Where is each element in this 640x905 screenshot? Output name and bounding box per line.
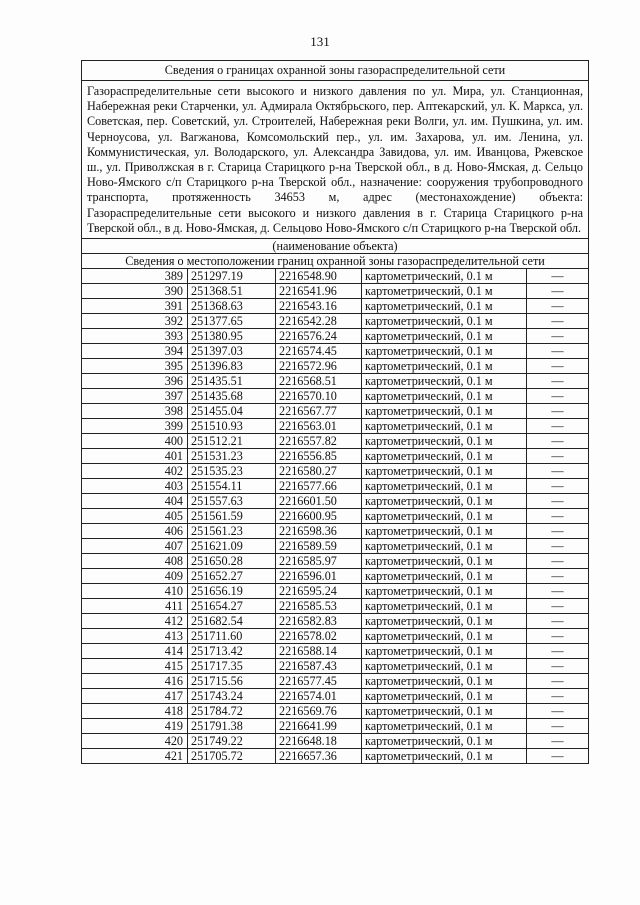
coord-x: 251561.59 [188,509,276,524]
coord-y: 2216572.96 [276,359,362,374]
coord-y: 2216541.96 [276,284,362,299]
coord-x: 251561.23 [188,524,276,539]
method-accuracy: картометрический, 0.1 м [362,689,527,704]
table-row [82,449,589,464]
description-cell: — [527,689,589,704]
table-row [82,299,589,314]
method-accuracy: картометрический, 0.1 м [362,434,527,449]
method-accuracy: картометрический, 0.1 м [362,719,527,734]
method-accuracy: картометрический, 0.1 м [362,524,527,539]
method-accuracy: картометрический, 0.1 м [362,344,527,359]
coord-x: 251455.04 [188,404,276,419]
method-accuracy: картометрический, 0.1 м [362,494,527,509]
coord-y: 2216585.53 [276,599,362,614]
description-cell: — [527,314,589,329]
method-accuracy: картометрический, 0.1 м [362,629,527,644]
table-row [82,674,589,689]
description-cell: — [527,449,589,464]
table-row [82,749,589,764]
coord-y: 2216557.82 [276,434,362,449]
coord-y: 2216648.18 [276,734,362,749]
table-row [82,329,589,344]
point-number: 417 [82,689,188,704]
method-accuracy: картометрический, 0.1 м [362,614,527,629]
boundary-table [81,60,589,764]
object-description: Газораспределительные сети высокого и низкого давления по ул. Мира, ул. Станционная, Набережная реки Старченки, ул. Адмирала Октябрьского, пер. Аптекарский, ул. К. Маркса, ул. Советская, пер. Советский, ул. Строителей, Набережная реки Волги, ул. им. Пушкина, ул. им. Черноусова, ул. Вагжанова, Комсомольский пер., ул. им. Захарова, ул. им. Ленина, ул. Коммунистическая, ул. Володарского, ул. Александра Завидова, ул. им. Иванцова, Ржевское ш., ул. Приволжская в г. Старица Старицкого р-на Тверской обл., в д. Ново-Ямская, д. Сельцо Ново-Ямского с/п Старицкого р-на Тверской обл., назначение: сооружения трубопроводного транспорта, протяженность 34653 м, адрес (местонахождение) объекта: Газораспределительные сети высокого и низкого давления в г. Старица Старицкого р-на Тверской обл., в д. Ново-Ямская, д. Сельцово Ново-Ямского с/п Старицкого р-на Тверской обл. [82,81,589,239]
method-accuracy: картометрический, 0.1 м [362,674,527,689]
description-cell: — [527,359,589,374]
method-accuracy: картометрический, 0.1 м [362,449,527,464]
coord-y: 2216574.45 [276,344,362,359]
table-row [82,659,589,674]
point-number: 412 [82,614,188,629]
method-accuracy: картометрический, 0.1 м [362,569,527,584]
description-cell: — [527,659,589,674]
coord-y: 2216657.36 [276,749,362,764]
coord-x: 251510.93 [188,419,276,434]
point-number: 415 [82,659,188,674]
table-row [82,419,589,434]
description-cell: — [527,614,589,629]
coord-x: 251656.19 [188,584,276,599]
coord-x: 251531.23 [188,449,276,464]
table-row [82,614,589,629]
description-cell: — [527,419,589,434]
table-row [82,494,589,509]
table-row [82,269,589,284]
table-row [82,404,589,419]
table-row [82,464,589,479]
point-number: 399 [82,419,188,434]
table-row [82,584,589,599]
description-cell: — [527,284,589,299]
point-number: 392 [82,314,188,329]
point-number: 402 [82,464,188,479]
point-number: 401 [82,449,188,464]
method-accuracy: картометрический, 0.1 м [362,539,527,554]
description-cell: — [527,719,589,734]
coord-y: 2216577.66 [276,479,362,494]
coord-x: 251512.21 [188,434,276,449]
coord-x: 251743.24 [188,689,276,704]
description-cell: — [527,599,589,614]
description-cell: — [527,629,589,644]
point-number: 395 [82,359,188,374]
coord-y: 2216542.28 [276,314,362,329]
coord-x: 251368.63 [188,299,276,314]
method-accuracy: картометрический, 0.1 м [362,659,527,674]
method-accuracy: картометрический, 0.1 м [362,419,527,434]
method-accuracy: картометрический, 0.1 м [362,749,527,764]
coord-x: 251705.72 [188,749,276,764]
method-accuracy: картометрический, 0.1 м [362,329,527,344]
method-accuracy: картометрический, 0.1 м [362,269,527,284]
description-cell: — [527,329,589,344]
coord-x: 251650.28 [188,554,276,569]
table-row [82,569,589,584]
description-cell: — [527,479,589,494]
coord-x: 251682.54 [188,614,276,629]
method-accuracy: картометрический, 0.1 м [362,644,527,659]
method-accuracy: картометрический, 0.1 м [362,599,527,614]
point-number: 398 [82,404,188,419]
coord-y: 2216601.50 [276,494,362,509]
coord-y: 2216582.83 [276,614,362,629]
point-number: 408 [82,554,188,569]
method-accuracy: картометрический, 0.1 м [362,359,527,374]
description-cell: — [527,539,589,554]
table-row [82,629,589,644]
description-cell: — [527,524,589,539]
method-accuracy: картометрический, 0.1 м [362,464,527,479]
coord-x: 251396.83 [188,359,276,374]
coord-y: 2216576.24 [276,329,362,344]
table-row [82,434,589,449]
table-row [82,644,589,659]
coord-y: 2216568.51 [276,374,362,389]
table-row [82,719,589,734]
table-row [82,509,589,524]
object-name-label: (наименование объекта) [82,239,589,254]
point-number: 411 [82,599,188,614]
method-accuracy: картометрический, 0.1 м [362,314,527,329]
coord-y: 2216585.97 [276,554,362,569]
point-number: 414 [82,644,188,659]
description-cell: — [527,389,589,404]
coord-y: 2216574.01 [276,689,362,704]
coord-x: 251784.72 [188,704,276,719]
method-accuracy: картометрический, 0.1 м [362,404,527,419]
table-row [82,524,589,539]
description-cell: — [527,704,589,719]
coord-x: 251791.38 [188,719,276,734]
coord-y: 2216587.43 [276,659,362,674]
table-row [82,539,589,554]
method-accuracy: картометрический, 0.1 м [362,389,527,404]
method-accuracy: картометрический, 0.1 м [362,704,527,719]
point-number: 410 [82,584,188,599]
method-accuracy: картометрический, 0.1 м [362,479,527,494]
coord-y: 2216567.77 [276,404,362,419]
coord-y: 2216556.85 [276,449,362,464]
point-number: 403 [82,479,188,494]
method-accuracy: картометрический, 0.1 м [362,554,527,569]
method-accuracy: картометрический, 0.1 м [362,584,527,599]
point-number: 400 [82,434,188,449]
coord-x: 251397.03 [188,344,276,359]
coord-y: 2216577.45 [276,674,362,689]
coord-x: 251654.27 [188,599,276,614]
table-row [82,734,589,749]
point-number: 391 [82,299,188,314]
coord-y: 2216578.02 [276,629,362,644]
table-row [82,689,589,704]
coord-y: 2216569.76 [276,704,362,719]
coord-y: 2216596.01 [276,569,362,584]
description-cell: — [527,434,589,449]
method-accuracy: картометрический, 0.1 м [362,734,527,749]
coord-y: 2216595.24 [276,584,362,599]
coord-y: 2216563.01 [276,419,362,434]
table-row [82,314,589,329]
point-number: 389 [82,269,188,284]
coord-y: 2216570.10 [276,389,362,404]
table-row [82,359,589,374]
coord-y: 2216589.59 [276,539,362,554]
table-row [82,479,589,494]
coord-x: 251711.60 [188,629,276,644]
coord-x: 251435.68 [188,389,276,404]
coord-x: 251535.23 [188,464,276,479]
point-number: 416 [82,674,188,689]
point-number: 421 [82,749,188,764]
coord-y: 2216548.90 [276,269,362,284]
coord-x: 251377.65 [188,314,276,329]
point-number: 396 [82,374,188,389]
point-number: 390 [82,284,188,299]
description-cell: — [527,494,589,509]
point-number: 409 [82,569,188,584]
description-cell: — [527,674,589,689]
coord-x: 251435.51 [188,374,276,389]
page-number: 131 [310,34,330,49]
description-cell: — [527,734,589,749]
description-cell: — [527,569,589,584]
coord-x: 251380.95 [188,329,276,344]
coord-y: 2216600.95 [276,509,362,524]
point-number: 394 [82,344,188,359]
coord-x: 251715.56 [188,674,276,689]
description-cell: — [527,584,589,599]
coord-x: 251749.22 [188,734,276,749]
table-title: Сведения о границах охранной зоны газораспределительной сети [82,61,589,81]
point-number: 406 [82,524,188,539]
coord-x: 251297.19 [188,269,276,284]
point-number: 418 [82,704,188,719]
point-number: 413 [82,629,188,644]
point-number: 419 [82,719,188,734]
coord-x: 251621.09 [188,539,276,554]
method-accuracy: картометрический, 0.1 м [362,284,527,299]
coord-y: 2216580.27 [276,464,362,479]
table-row [82,554,589,569]
table-row [82,284,589,299]
description-cell: — [527,404,589,419]
coord-x: 251652.27 [188,569,276,584]
method-accuracy: картометрический, 0.1 м [362,509,527,524]
point-number: 404 [82,494,188,509]
description-cell: — [527,374,589,389]
description-cell: — [527,344,589,359]
description-cell: — [527,644,589,659]
description-cell: — [527,749,589,764]
point-number: 407 [82,539,188,554]
coord-x: 251554.11 [188,479,276,494]
method-accuracy: картометрический, 0.1 м [362,374,527,389]
coord-x: 251713.42 [188,644,276,659]
coord-y: 2216588.14 [276,644,362,659]
location-header: Сведения о местоположении границ охранной зоны газораспределительной сети [82,254,589,269]
table-row [82,374,589,389]
coord-x: 251368.51 [188,284,276,299]
coord-y: 2216543.16 [276,299,362,314]
point-number: 397 [82,389,188,404]
description-cell: — [527,269,589,284]
point-number: 420 [82,734,188,749]
coord-x: 251717.35 [188,659,276,674]
description-cell: — [527,509,589,524]
table-row [82,344,589,359]
coord-x: 251557.63 [188,494,276,509]
description-cell: — [527,464,589,479]
coord-y: 2216598.36 [276,524,362,539]
table-row [82,599,589,614]
point-number: 393 [82,329,188,344]
description-cell: — [527,554,589,569]
table-row [82,389,589,404]
point-number: 405 [82,509,188,524]
coord-y: 2216641.99 [276,719,362,734]
method-accuracy: картометрический, 0.1 м [362,299,527,314]
description-cell: — [527,299,589,314]
table-row [82,704,589,719]
